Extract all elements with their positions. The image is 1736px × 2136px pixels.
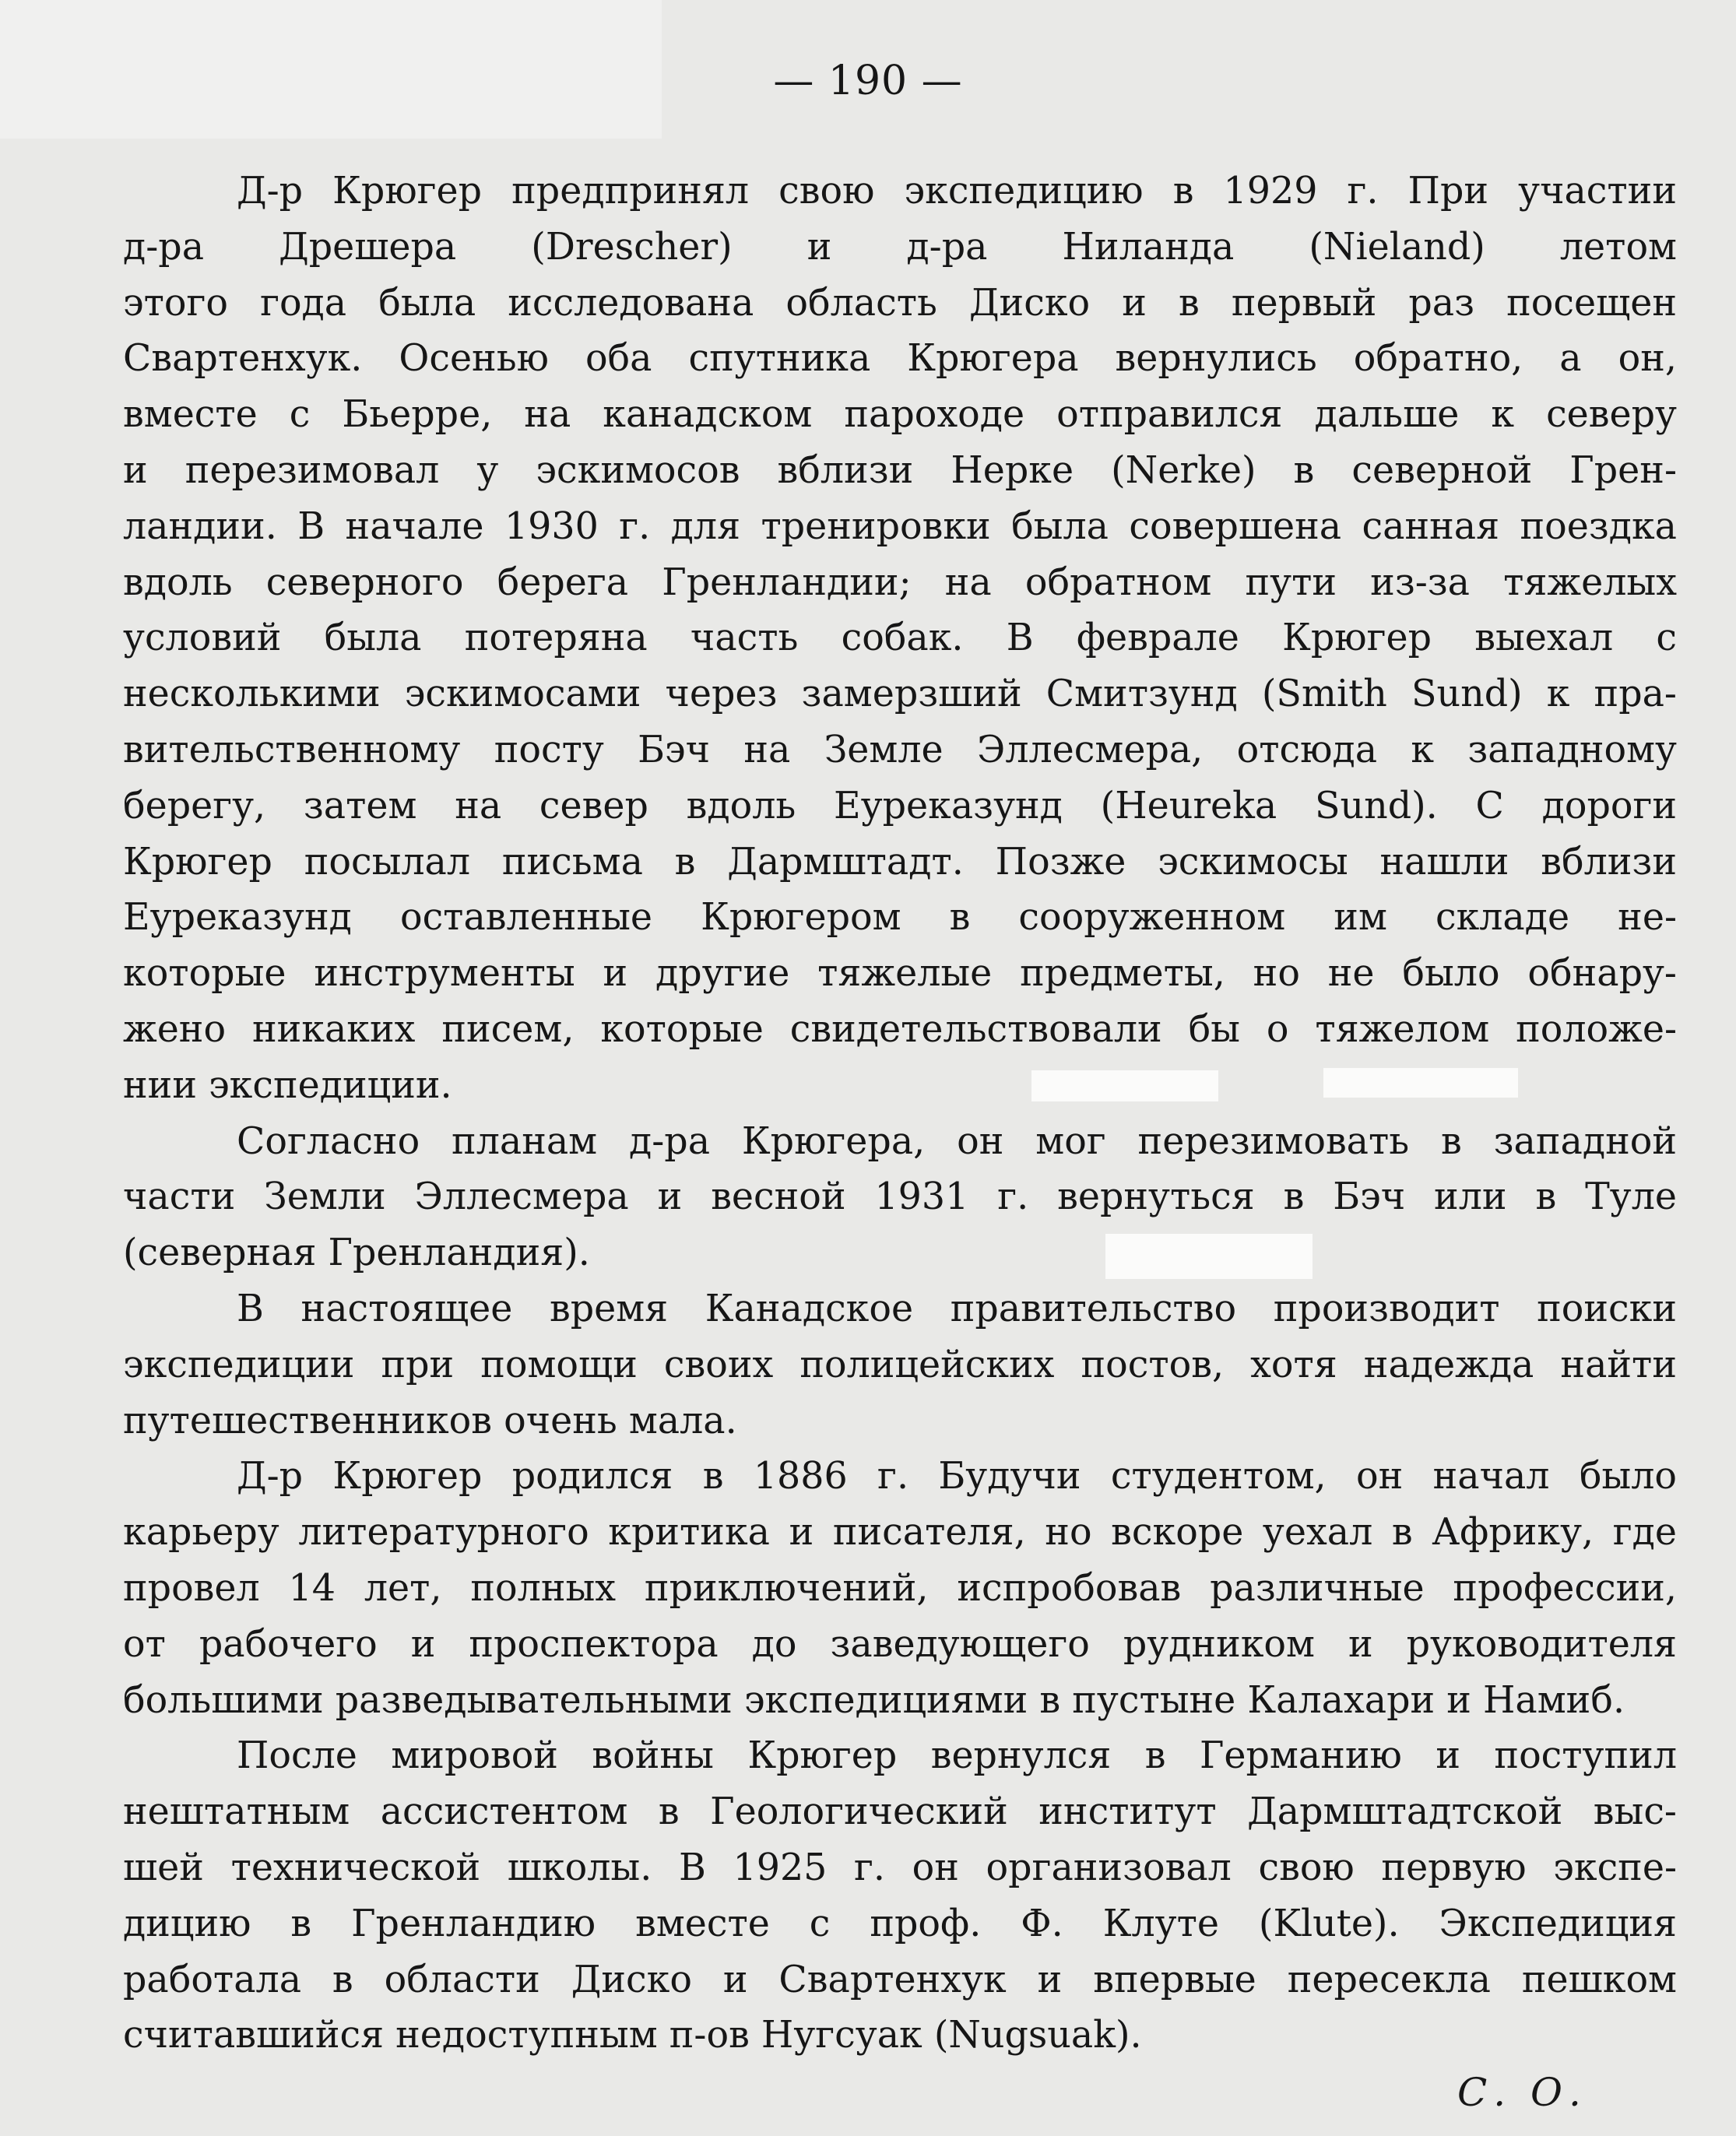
- text-line: провел 14 лет, полных приключений, испробовав различные профессии,: [123, 1566, 1677, 1610]
- text-line: дицию в Гренландию вместе с проф. Ф. Клуте (Klute). Экспедиция: [123, 1902, 1677, 1945]
- text-line: от рабочего и проспектора до заведующего рудником и руководителя: [123, 1622, 1677, 1666]
- text-line: Согласно планам д-ра Крюгера, он мог перезимовать в западной: [237, 1119, 1677, 1163]
- text-line: берегу, затем на север вдоль Еуреказунд (Heureka Sund). С дороги: [123, 784, 1677, 827]
- text-line: Д-р Крюгер родился в 1886 г. Будучи студентом, он начал было: [237, 1455, 1677, 1498]
- author-signature: С. О.: [1457, 2070, 1587, 2115]
- text-line: После мировой войны Крюгер вернулся в Германию и поступил: [237, 1734, 1677, 1778]
- text-line: (северная Гренландия).: [123, 1231, 590, 1275]
- text-line: Еуреказунд оставленные Крюгером в сооруженном им складе не-: [123, 896, 1677, 940]
- paragraph: [123, 1114, 1677, 1281]
- text-line: д-ра Дрешера (Drescher) и д-ра Ниланда (Nieland) летом: [123, 225, 1677, 269]
- text-line: и перезимовал у эскимосов вблизи Нерке (Nerke) в северной Грен-: [123, 448, 1677, 492]
- text-line: Свартенхук. Осенью оба спутника Крюгера вернулись обратно, а он,: [123, 337, 1677, 381]
- text-line: жено никаких писем, которые свидетельствовали бы о тяжелом положе-: [123, 1007, 1677, 1051]
- paragraph: [123, 163, 1677, 1114]
- text-line: считавшийся недоступным п-ов Нугсуак (Nugsuak).: [123, 2014, 1142, 2057]
- text-line: шей технической школы. В 1925 г. он организовал свою первую экспе-: [123, 1846, 1677, 1889]
- text-line: экспедиции при помощи своих полицейских постов, хотя надежда найти: [123, 1343, 1677, 1386]
- text-line: вдоль северного берега Гренландии; на обратном пути из-за тяжелых: [123, 560, 1677, 604]
- text-line: части Земли Эллесмера и весной 1931 г. вернуться в Бэч или в Туле: [123, 1175, 1677, 1219]
- paragraph: [123, 1449, 1677, 1728]
- text-line: Крюгер посылал письма в Дармштадт. Позже эскимосы нашли вблизи: [123, 840, 1677, 884]
- paragraph: [123, 1728, 1677, 2064]
- article-text: [123, 163, 1677, 2064]
- text-line: В настоящее время Канадское правительство производит поиски: [237, 1287, 1677, 1330]
- text-line: путешественников очень мала.: [123, 1399, 737, 1442]
- text-line: которые инструменты и другие тяжелые предметы, но не было обнару-: [123, 952, 1677, 996]
- paragraph: [123, 1281, 1677, 1449]
- text-line: работала в области Диско и Свартенхук и впервые пересекла пешком: [123, 1958, 1677, 2001]
- page-number: — 190 —: [773, 58, 963, 104]
- text-line: вительственному посту Бэч на Земле Эллесмера, отсюда к западному: [123, 728, 1677, 771]
- text-line: нештатным ассистентом в Геологический институт Дармштадтской выс-: [123, 1790, 1677, 1834]
- text-line: несколькими эскимосами через замерзший Смитзунд (Smith Sund) к пра-: [123, 673, 1677, 716]
- text-line: большими разведывательными экспедициями в пустыне Калахари и Намиб.: [123, 1678, 1625, 1722]
- text-line: нии экспедиции.: [123, 1063, 452, 1107]
- text-line: условий была потеряна часть собак. В феврале Крюгер выехал с: [123, 617, 1677, 660]
- text-line: Д-р Крюгер предпринял свою экспедицию в 1929 г. При участии: [237, 170, 1677, 213]
- text-line: карьеру литературного критика и писателя, но вскоре уехал в Африку, где: [123, 1511, 1677, 1555]
- text-line: ландии. В начале 1930 г. для тренировки была совершена санная поездка: [123, 504, 1677, 548]
- text-line: вместе с Бьерре, на канадском пароходе отправился дальше к северу: [123, 393, 1677, 437]
- text-line: этого года была исследована область Диско и в первый раз посещен: [123, 281, 1677, 325]
